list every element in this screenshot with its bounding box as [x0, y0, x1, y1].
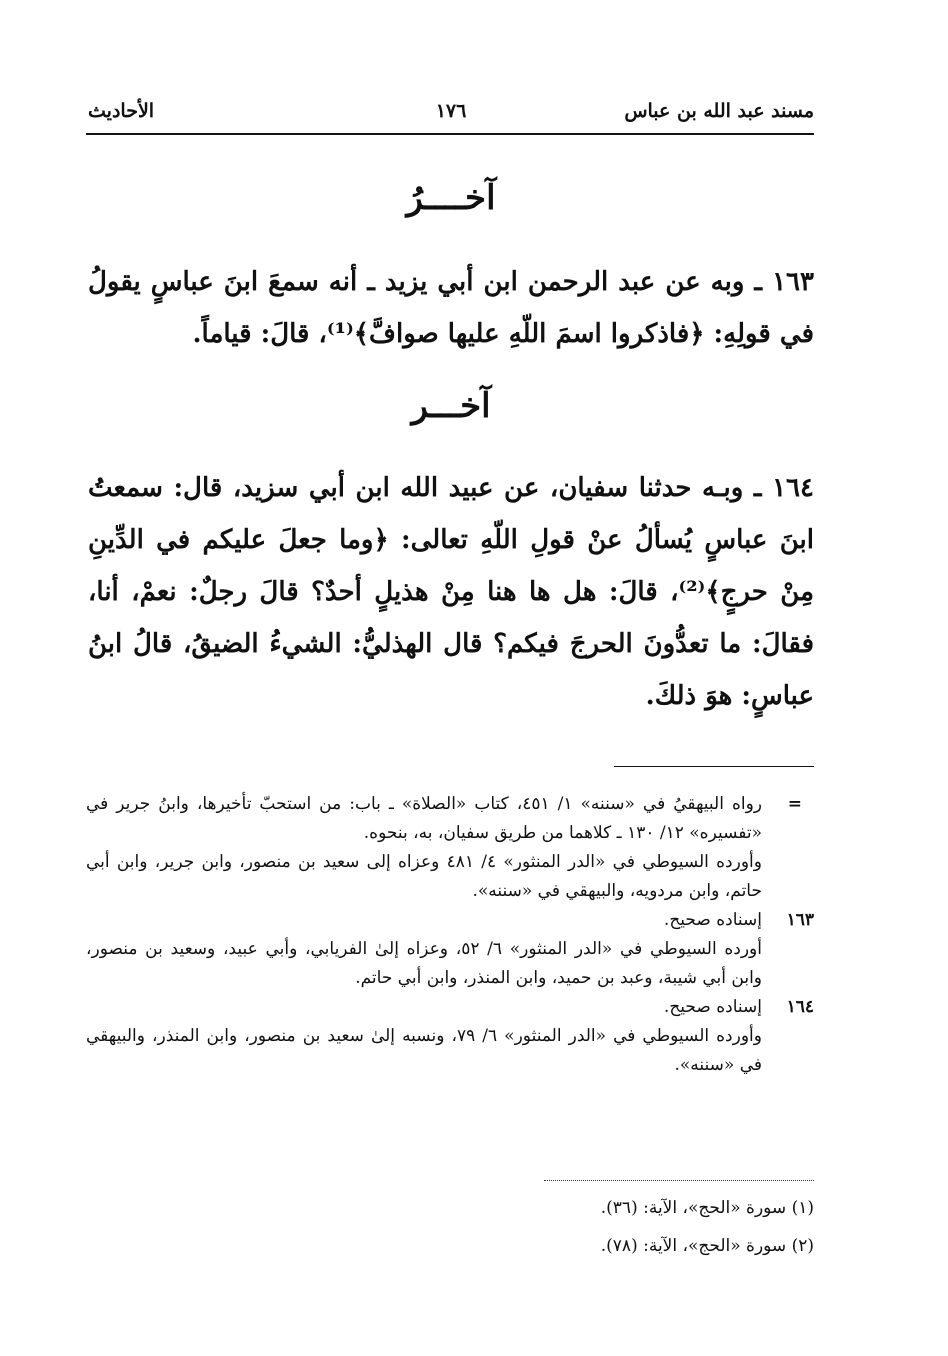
note-text: أورده السيوطي في «الدر المنثور» ٦/ ٥٢، وعزاه إلىٰ الفريابي، وأبي عبيد، وسعيد بن منصور، وابن أبي شيبة، وعبد بن حميد، وابن المنذر، وابن أبي حاتم.: [86, 939, 762, 988]
page-number: ١٧٦: [435, 100, 467, 122]
note-text: وأورده السيوطي في «الدر المنثور» ٤/ ٤٨١ وعزاه إلى سعيد بن منصور، وابن جرير، وابن أبي حاتم، وابن مردويه، والبيهقي في «سننه».: [86, 852, 762, 901]
note-text: إسناده صحيح.: [663, 997, 762, 1017]
entry-heading: آخــــرُ: [406, 178, 496, 218]
header-rule: [86, 133, 814, 135]
running-header: [88, 100, 814, 130]
note-text: إسناده صحيح.: [663, 910, 762, 930]
note-marker: ١٦٤: [786, 997, 814, 1017]
section-title: الأحاديث: [88, 100, 155, 122]
entry-heading: آخـــر: [411, 386, 491, 426]
note-text: وأورده السيوطي في «الدر المنثور» ٦/ ٧٩، ونسبه إلىٰ سعيد بن منصور، وابن المنذر، والبيهقي في «سننه».: [86, 1026, 762, 1075]
commentary-note: [86, 790, 814, 848]
footnote: (٢) سورة «الحج»، الآية: (٧٨).: [600, 1236, 814, 1256]
commentary-note: [86, 848, 814, 906]
note-marker: =: [787, 794, 802, 814]
commentary-note: [86, 1022, 814, 1080]
note-marker: ١٦٣: [786, 910, 814, 930]
commentary-note: [86, 993, 814, 1022]
commentary: [86, 790, 814, 1080]
notes-separator: [614, 766, 814, 767]
footnote: (١) سورة «الحج»، الآية: (٣٦).: [600, 1198, 814, 1218]
commentary-note: [86, 906, 814, 935]
note-text: رواه البيهقيُ في «سننه» ١/ ٤٥١، كتاب «الصلاة» ـ باب: من استحبّ تأخيرها، وابنُ جرير في «تفسيره» ١٢/ ١٣٠ ـ كلاهما من طريق سفيان، به، بنحوه.: [86, 794, 763, 843]
hadith-text: ١٦٣ ـ وبه عن عبد الرحمن ابن أبي يزيد ـ أنه سمعَ ابنَ عباسٍ يقولُ في قولِهِ: ﴿فاذكروا اسمَ اللّهِ عليها صوافَّ﴾⁽¹⁾، قالَ: قياماً.: [88, 267, 814, 349]
hadith-text: ١٦٤ ـ وبـه حدثنا سفيان، عن عبيد الله ابن أبي سزيد، قال: سمعتُ ابنَ عباسٍ يُسألُ عنْ قولِ اللّهِ تعالى: ﴿وما جعلَ عليكم في الدِّينِ مِنْ حرجٍ﴾⁽²⁾، قالَ: هل ها هنا مِنْ هذيلٍ أحدٌ؟ قالَ رجلٌ: نعمْ، أنا، فقالَ: ما تعدُّونَ الحرجَ فيكم؟ قال الهذليُّ: الشيءُ الضيقُ، قالُ ابنُ عباسٍ: هوَ ذلكَ.: [88, 473, 814, 711]
footnote-separator: [544, 1180, 814, 1181]
book-title: مسند عبد الله بن عباس: [624, 100, 814, 122]
commentary-note: [86, 935, 814, 993]
